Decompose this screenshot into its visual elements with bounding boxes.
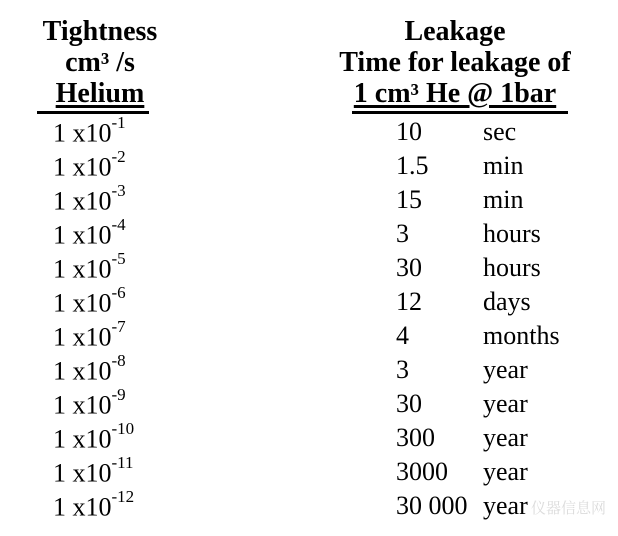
table-row [0, 283, 618, 321]
right-header-rule [352, 111, 568, 114]
tightness-value: 1 $x10^{-10}$ [53, 419, 135, 454]
leakage-time-line: Time for leakage of [339, 47, 571, 78]
tightness-value: 1 $x10^{-1}$ [53, 113, 126, 148]
table-row [0, 453, 618, 491]
leak-time-unit: year [483, 491, 528, 520]
leak-time-unit: min [483, 151, 524, 180]
tightness-value: 1 $x10^{-7}$ [53, 317, 126, 352]
leak-time-unit: year [483, 389, 528, 418]
table-row [0, 317, 618, 355]
table-row [0, 215, 618, 253]
table-row [0, 487, 618, 525]
leak-time-unit: year [483, 457, 528, 486]
leak-time-value: 12 [396, 287, 422, 316]
leakage-header [330, 16, 580, 109]
table-row [0, 419, 618, 457]
leak-time-unit: hours [483, 253, 541, 282]
table-row [0, 147, 618, 185]
table-row [0, 181, 618, 219]
table-row [0, 249, 618, 287]
leak-time-value: 3000 [396, 457, 448, 486]
leak-time-value: 10 [396, 117, 422, 146]
leak-time-value: 1.5 [396, 151, 429, 180]
tightness-header [20, 16, 180, 109]
tightness-value: 1 $x10^{-2}$ [53, 147, 126, 182]
leak-time-unit: year [483, 355, 528, 384]
leak-time-unit: hours [483, 219, 541, 248]
table-row [0, 385, 618, 423]
table-row [0, 113, 618, 151]
watermark: 仪器信息网 [530, 499, 606, 517]
leak-time-value: 3 [396, 219, 409, 248]
left-header-rule [37, 111, 149, 114]
tightness-value: 1 $x10^{-5}$ [53, 249, 126, 284]
leak-time-unit: months [483, 321, 560, 350]
tightness-header-line: Tightness [42, 16, 158, 47]
leak-time-value: 30 000 [396, 491, 468, 520]
leak-time-unit: min [483, 185, 524, 214]
leak-time-value: 300 [396, 423, 435, 452]
table-row [0, 351, 618, 389]
leak-time-value: 3 [396, 355, 409, 384]
tightness-value: 1 $x10^{-12}$ [53, 487, 135, 522]
leakage-volume-line: 1 cm³ He @ 1bar [353, 78, 557, 109]
tightness-value: 1 $x10^{-4}$ [53, 215, 126, 250]
leak-time-value: 30 [396, 253, 422, 282]
leak-time-value: 15 [396, 185, 422, 214]
leak-time-value: 30 [396, 389, 422, 418]
leak-time-value: 4 [396, 321, 409, 350]
leakage-header-line: Leakage [404, 16, 506, 47]
tightness-value: 1 $x10^{-11}$ [53, 453, 134, 488]
helium-label: Helium [55, 78, 145, 109]
tightness-value: 1 $x10^{-3}$ [53, 181, 126, 216]
tightness-value: 1 $x10^{-8}$ [53, 351, 126, 386]
tightness-value: 1 $x10^{-6}$ [53, 283, 126, 318]
leak-time-unit: days [483, 287, 531, 316]
tightness-value: 1 $x10^{-9}$ [53, 385, 126, 420]
leak-time-unit: sec [483, 117, 517, 146]
tightness-unit-line: cm³ /s [65, 47, 135, 78]
leak-time-unit: year [483, 423, 528, 452]
